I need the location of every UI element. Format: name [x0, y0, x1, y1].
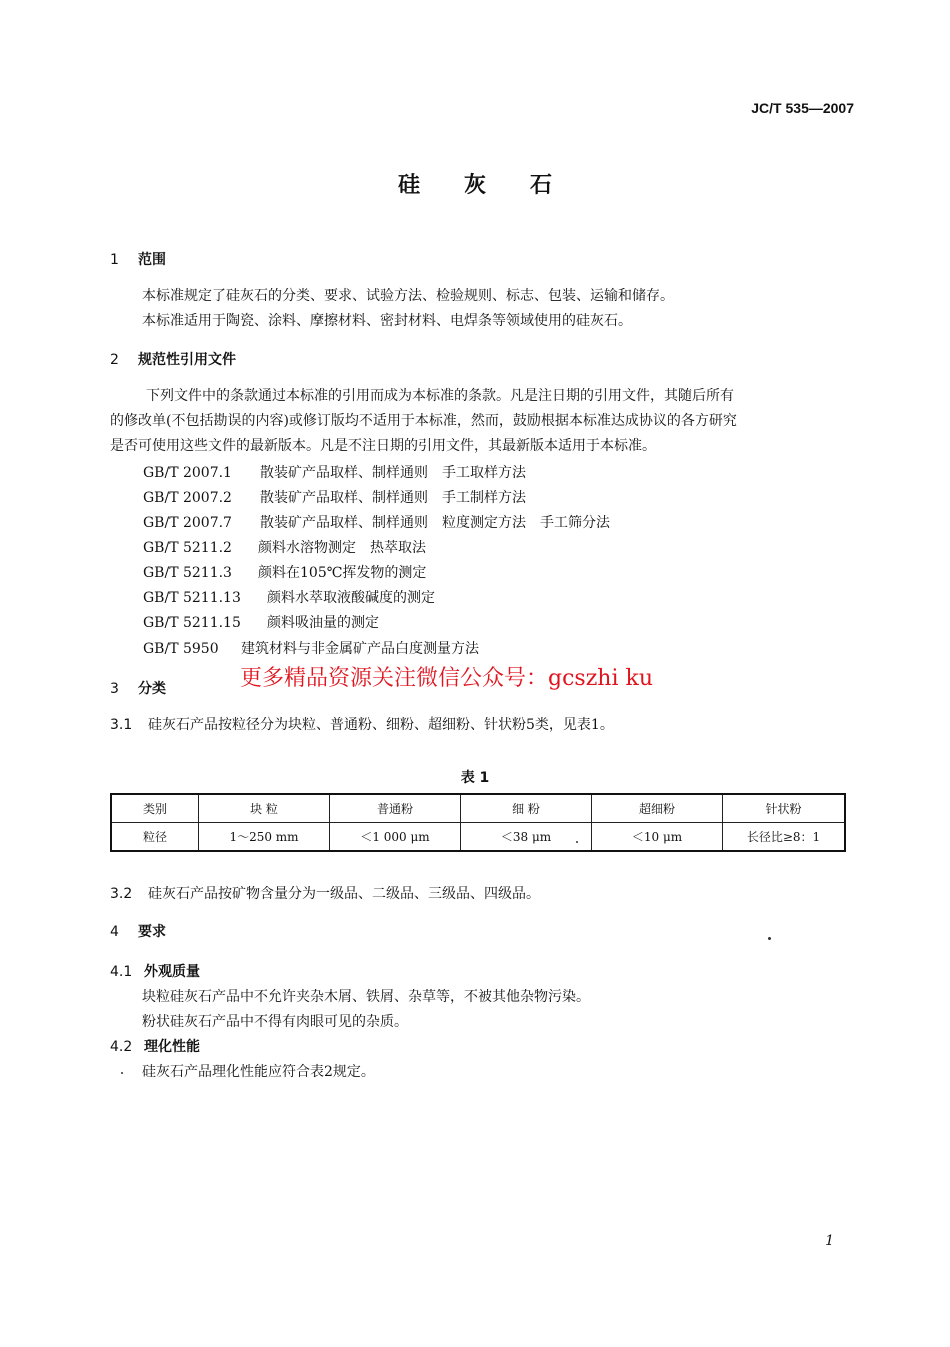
section-3-2 [110, 882, 540, 907]
scan-speck [768, 937, 771, 940]
table-header-cell: 超细粉 [592, 794, 723, 823]
reference-item [143, 487, 526, 507]
section-4-1-paragraph-2: 粉状硅灰石产品中不得有肉眼可见的杂质。 [142, 1014, 408, 1030]
reference-code: GB/T 5211.13 [143, 590, 241, 606]
table-cell: 1～250 mm [199, 823, 330, 852]
clause-title: 外观质量 [144, 964, 200, 980]
reference-code: GB/T 5211.3 [143, 565, 232, 581]
clause-text: 硅灰石产品按粒径分为块粒、普通粉、细粉、超细粉、针状粉5类，见表1。 [148, 717, 614, 733]
table-header-cell: 块 粒 [199, 794, 330, 823]
scan-speck [576, 841, 578, 843]
reference-title: 散装矿产品取样、制样通则 手工制样方法 [260, 490, 526, 506]
section-4-1-heading [110, 961, 200, 981]
clause-number: 3.1 [110, 717, 133, 733]
section-1-paragraph-1: 本标准规定了硅灰石的分类、要求、试验方法、检验规则、标志、包装、运输和储存。 [142, 288, 674, 304]
table-header-cell: 针状粉 [723, 794, 846, 823]
reference-code: GB/T 2007.7 [143, 515, 232, 531]
table-caption: 表 1 [460, 770, 490, 786]
table-header-row [111, 794, 845, 823]
reference-title: 颜料吸油量的测定 [267, 615, 379, 631]
reference-item [143, 562, 426, 582]
table-cell: ＜38 μm [461, 823, 592, 852]
section-title: 范围 [138, 252, 166, 268]
section-3-1 [110, 713, 614, 738]
reference-code: GB/T 5950 [143, 641, 219, 657]
reference-item [143, 587, 435, 607]
reference-item [143, 537, 426, 557]
table-header-cell: 类别 [111, 794, 199, 823]
table-cell: ＜10 μm [592, 823, 723, 852]
clause-number: 4.1 [110, 964, 133, 980]
section-2-paragraph-line-2: 的修改单(不包括勘误的内容)或修订版均不适用于本标准，然而，鼓励根据本标准达成协议的各方研究 [110, 413, 737, 429]
clause-number: 4.2 [110, 1039, 133, 1055]
section-4-2-paragraph-1: 硅灰石产品理化性能应符合表2规定。 [142, 1064, 375, 1080]
reference-title: 颜料在105℃挥发物的测定 [258, 565, 427, 581]
table-row [111, 823, 845, 852]
reference-title: 散装矿产品取样、制样通则 粒度测定方法 手工筛分法 [260, 515, 610, 531]
section-3-heading [110, 678, 166, 698]
section-title: 要求 [138, 924, 166, 940]
standard-code: JC/T 535—2007 [751, 100, 854, 116]
reference-title: 颜料水溶物测定 热萃取法 [258, 540, 426, 556]
reference-code: GB/T 5211.2 [143, 540, 232, 556]
clause-text: 硅灰石产品按矿物含量分为一级品、二级品、三级品、四级品。 [148, 886, 540, 902]
reference-item [143, 612, 379, 632]
clause-title: 理化性能 [144, 1039, 200, 1055]
reference-title: 颜料水萃取液酸碱度的测定 [267, 590, 435, 606]
table-cell: ＜1 000 μm [330, 823, 461, 852]
reference-code: GB/T 2007.2 [143, 490, 232, 506]
reference-code: GB/T 5211.15 [143, 615, 241, 631]
page-number: 1 [825, 1233, 834, 1249]
table-cell: 粒径 [111, 823, 199, 852]
section-number: 3 [110, 681, 119, 697]
reference-code: GB/T 2007.1 [143, 465, 232, 481]
section-4-2-heading [110, 1036, 200, 1056]
particle-size-table [110, 793, 846, 852]
reference-title: 建筑材料与非金属矿产品白度测量方法 [241, 641, 479, 657]
clause-number: 3.2 [110, 886, 133, 902]
section-title: 分类 [138, 681, 166, 697]
section-2-paragraph-line-3: 是否可使用这些文件的最新版本。凡是不注日期的引用文件，其最新版本适用于本标准。 [110, 438, 656, 454]
section-4-heading [110, 921, 166, 941]
section-number: 2 [110, 352, 119, 368]
section-number: 1 [110, 252, 119, 268]
section-4-1-paragraph-1: 块粒硅灰石产品中不允许夹杂木屑、铁屑、杂草等，不被其他杂物污染。 [142, 989, 590, 1005]
section-number: 4 [110, 924, 119, 940]
section-2-paragraph-line-1: 下列文件中的条款通过本标准的引用而成为本标准的条款。凡是注日期的引用文件，其随后所有 [146, 388, 734, 404]
watermark-text: 更多精品资源关注微信公众号：gcszhi ku [240, 666, 653, 691]
table-cell: 长径比≥8：1 [723, 823, 846, 852]
table-header-cell: 细 粉 [461, 794, 592, 823]
reference-title: 散装矿产品取样、制样通则 手工取样方法 [260, 465, 526, 481]
section-1-heading [110, 249, 166, 269]
reference-item [143, 512, 610, 532]
reference-item [143, 462, 526, 482]
section-2-heading [110, 349, 236, 369]
section-1-paragraph-2: 本标准适用于陶瓷、涂料、摩擦材料、密封材料、电焊条等领域使用的硅灰石。 [142, 313, 632, 329]
section-title: 规范性引用文件 [138, 352, 236, 368]
scan-speck [121, 1072, 123, 1074]
table-header-cell: 普通粉 [330, 794, 461, 823]
document-title: 硅灰石 [397, 173, 596, 198]
reference-item [143, 638, 479, 658]
